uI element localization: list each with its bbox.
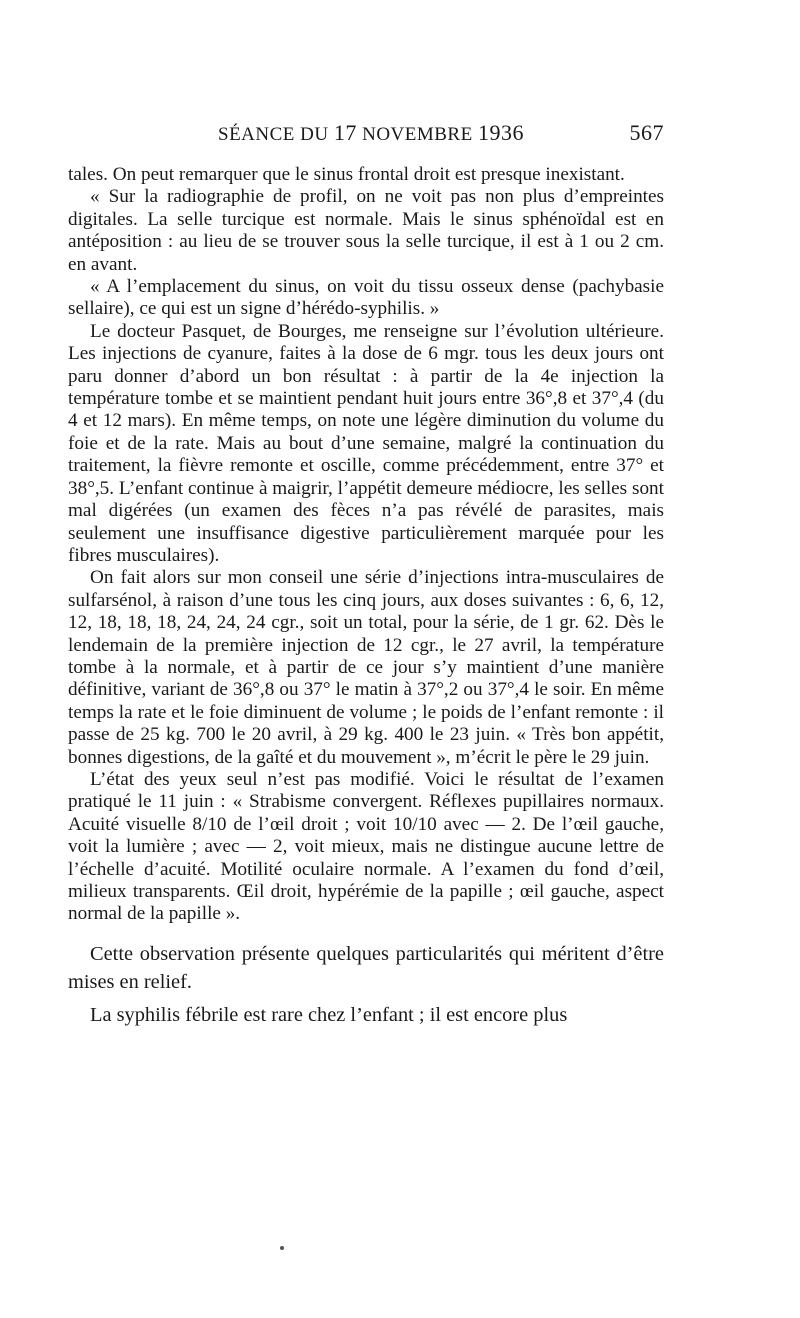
paragraph-continuation: tales. On peut remarquer que le sinus frontal droit est presque inexistant.	[68, 164, 625, 185]
paragraph-sinus: « A l’emplacement du sinus, on voit du tissu osseux dense (pachybasie sellaire), ce qui est un signe d’hérédo-syphilis. »	[68, 276, 664, 320]
body-text	[68, 164, 664, 1029]
paragraph-fever: La syphilis fébrile est rare chez l’enfant ; il est encore plus	[90, 1003, 568, 1026]
paragraph-evolution: Le docteur Pasquet, de Bourges, me renseigne sur l’évolution ultérieure. Les injections de cyanure, faites à la dose de 6 mgr. tous les deux jours ont paru donner d’abord un bon résultat : à partir de la 4e injection la température tombe et se maintient pendant huit jours entre 36°,8 et 37°,4 (du 4 et 12 mars). En même temps, on note une légère diminution du volume du foie et de la rate. Mais au bout d’une semaine, malgré la continuation du traitement, la fièvre remonte et oscille, comme précédemment, entre 37° et 38°,5. L’enfant continue à maigrir, l’appétit demeure médiocre, les selles sont mal digérées (un examen des fèces n’a pas révélé de parasites, mais seulement une insuffisance digestive particulièrement marquée pour les fibres musculaires).	[68, 320, 664, 566]
paragraph-observation: Cette observation présente quelques particularités qui méritent d’être mises en relief.	[68, 942, 664, 994]
paragraph-radiography: « Sur la radiographie de profil, on ne voit pas non plus d’empreintes digitales. La selle turcique est normale. Mais le sinus sphénoïdal est en antéposition : au lieu de se trouver sous la selle turcique, il est à 1 ou 2 cm. en avant.	[68, 186, 664, 275]
paragraph-sulfarsenol: On fait alors sur mon conseil une série d’injections intra-musculaires de sulfarsénol, à raison d’une tous les cinq jours, aux doses suivantes : 6, 6, 12, 12, 18, 18, 18, 24, 24, 24 cgr., soit un total, pour la série, de 1 gr. 62. Dès le lendemain de la première injection de 12 cgr., le 27 avril, la température tombe à la normale, et à partir de ce jour s’y maintient d’une manière définitive, variant de 36°,8 ou 37° le matin à 37°,2 ou 37°,4 le soir. En même temps la rate et le foie diminuent de volume ; le poids de l’enfant remonte : il passe de 25 kg. 700 le 20 avril, à 29 kg. 400 le 23 juin. « Très bon appétit, bonnes digestions, de la gaîté et du mouvement », m’écrit le père le 29 juin.	[68, 567, 664, 768]
running-title: SÉANCE DU 17 NOVEMBRE 1936	[218, 120, 524, 145]
paragraph-eyes: L’état des yeux seul n’est pas modifié. Voici le résultat de l’examen pratiqué le 11 juin : « Strabisme convergent. Réflexes pupillaires normaux. Acuité visuelle 8/10 de l’œil droit ; voit 10/10 avec — 2. De l’œil gauche, voit la lumière ; avec — 2, voit mieux, mais ne distingue aucune lettre de l’échelle d’acuité. Motilité oculaire normale. A l’examen du fond d’œil, milieux transparents. Œil droit, hypérémie de la papille ; œil gauche, aspect normal de la papille ».	[68, 768, 664, 925]
print-speck	[280, 1246, 284, 1250]
running-title-day: 17	[333, 120, 357, 145]
running-head	[68, 120, 664, 150]
running-title-year: 1936	[477, 120, 524, 145]
page-number: 567	[629, 120, 664, 145]
